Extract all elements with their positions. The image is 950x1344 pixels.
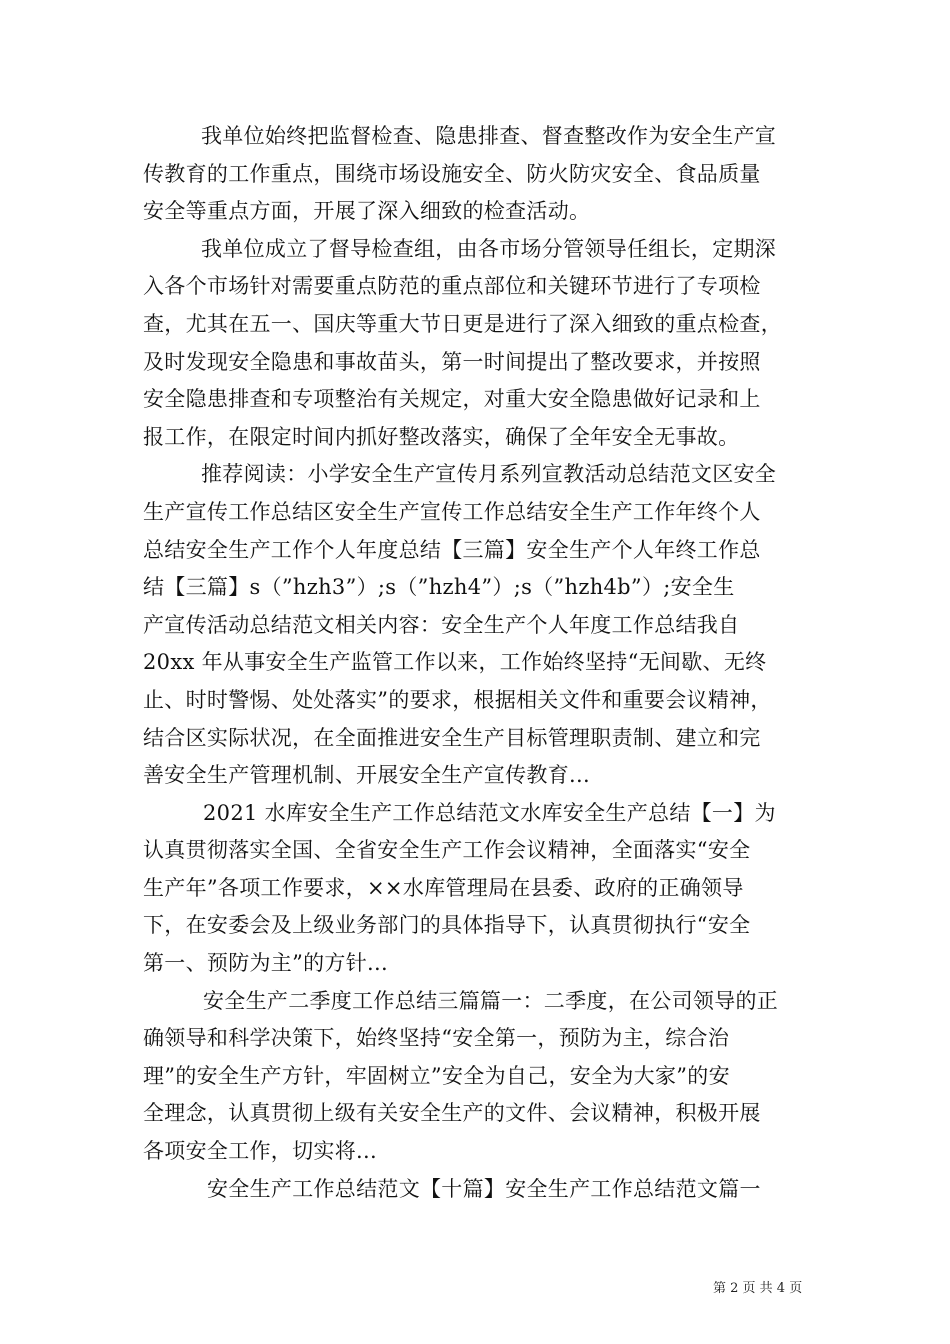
text-line: 总结安全生产工作个人年度总结【三篇】安全生产个人年终工作总 bbox=[143, 537, 761, 562]
paragraph-5 bbox=[143, 983, 813, 1171]
text-line: 报工作，在限定时间内抓好整改落实，确保了全年安全无事故。 bbox=[143, 424, 740, 449]
text-line: 20xx 年从事安全生产监管工作以来，工作始终坚持“无间歇、无终 bbox=[143, 650, 767, 675]
text-line: 安全生产二季度工作总结三篇篇一：二季度，在公司领导的正 bbox=[203, 988, 779, 1013]
paragraph-6 bbox=[143, 1171, 813, 1209]
text-line: 安全隐患排查和专项整治有关规定，对重大安全隐患做好记录和上 bbox=[143, 387, 761, 412]
text-line: 结合区实际状况，在全面推进安全生产目标管理职责制、建立和完 bbox=[143, 725, 761, 750]
text-line: 确领导和科学决策下，始终坚持“安全第一，预防为主，综合治 bbox=[143, 1026, 730, 1051]
text-line: 传教育的工作重点，围绕市场设施安全、防火防灾安全、食品质量 bbox=[143, 161, 761, 186]
text-line: 下，在安委会及上级业务部门的具体指导下，认真贯彻执行“安全 bbox=[143, 913, 751, 938]
text-line: 我单位成立了督导检查组，由各市场分管领导任组长，定期深 bbox=[201, 236, 777, 261]
paragraph-2 bbox=[143, 231, 813, 457]
text-line: 善安全生产管理机制、开展安全生产宣传教育... bbox=[143, 763, 590, 788]
text-line: 及时发现安全隐患和事故苗头，第一时间提出了整改要求，并按照 bbox=[143, 349, 761, 374]
document-body bbox=[143, 118, 813, 1208]
text-line: 安全生产工作总结范文【十篇】安全生产工作总结范文篇一 bbox=[207, 1176, 761, 1201]
text-line: 产宣传活动总结范文相关内容：安全生产个人年度工作总结我自 bbox=[143, 612, 740, 637]
text-line: 生产年”各项工作要求，××水库管理局在县委、政府的正确领导 bbox=[143, 875, 744, 900]
paragraph-4 bbox=[143, 795, 813, 983]
text-line: 安全等重点方面，开展了深入细致的检查活动。 bbox=[143, 199, 591, 224]
text-line: 认真贯彻落实全国、全省安全生产工作会议精神，全面落实“安全 bbox=[143, 838, 751, 863]
text-line: 全理念，认真贯彻上级有关安全生产的文件、会议精神，积极开展 bbox=[143, 1101, 761, 1126]
text-line: 推荐阅读：小学安全生产宣传月系列宣教活动总结范文区安全 bbox=[201, 462, 777, 487]
page-number: 第 2 页 共 4 页 bbox=[713, 1281, 803, 1296]
text-line: 我单位始终把监督检查、隐患排查、督查整改作为安全生产宣 bbox=[201, 124, 777, 148]
text-line: 理”的安全生产方针，牢固树立”安全为自己，安全为大家”的安 bbox=[143, 1063, 730, 1088]
paragraph-1 bbox=[143, 118, 813, 231]
text-line: 结【三篇】s（”hzh3”）;s（”hzh4”）;s（”hzh4b”）;安全生 bbox=[143, 575, 735, 600]
text-line: 止、时时警惕、处处落实”的要求，根据相关文件和重要会议精神， bbox=[143, 687, 772, 712]
paragraph-3 bbox=[143, 456, 813, 794]
text-line: 第一、预防为主”的方针... bbox=[143, 951, 388, 976]
text-line: 生产宣传工作总结区安全生产宣传工作总结安全生产工作年终个人 bbox=[143, 499, 761, 524]
text-line: 各项安全工作，切实将... bbox=[143, 1139, 377, 1164]
text-line: 查，尤其在五一、国庆等重大节日更是进行了深入细致的重点检查， bbox=[143, 311, 782, 336]
text-line: 2021 水库安全生产工作总结范文水库安全生产总结【一】为 bbox=[203, 800, 776, 825]
text-line: 入各个市场针对需要重点防范的重点部位和关键环节进行了专项检 bbox=[143, 274, 761, 299]
